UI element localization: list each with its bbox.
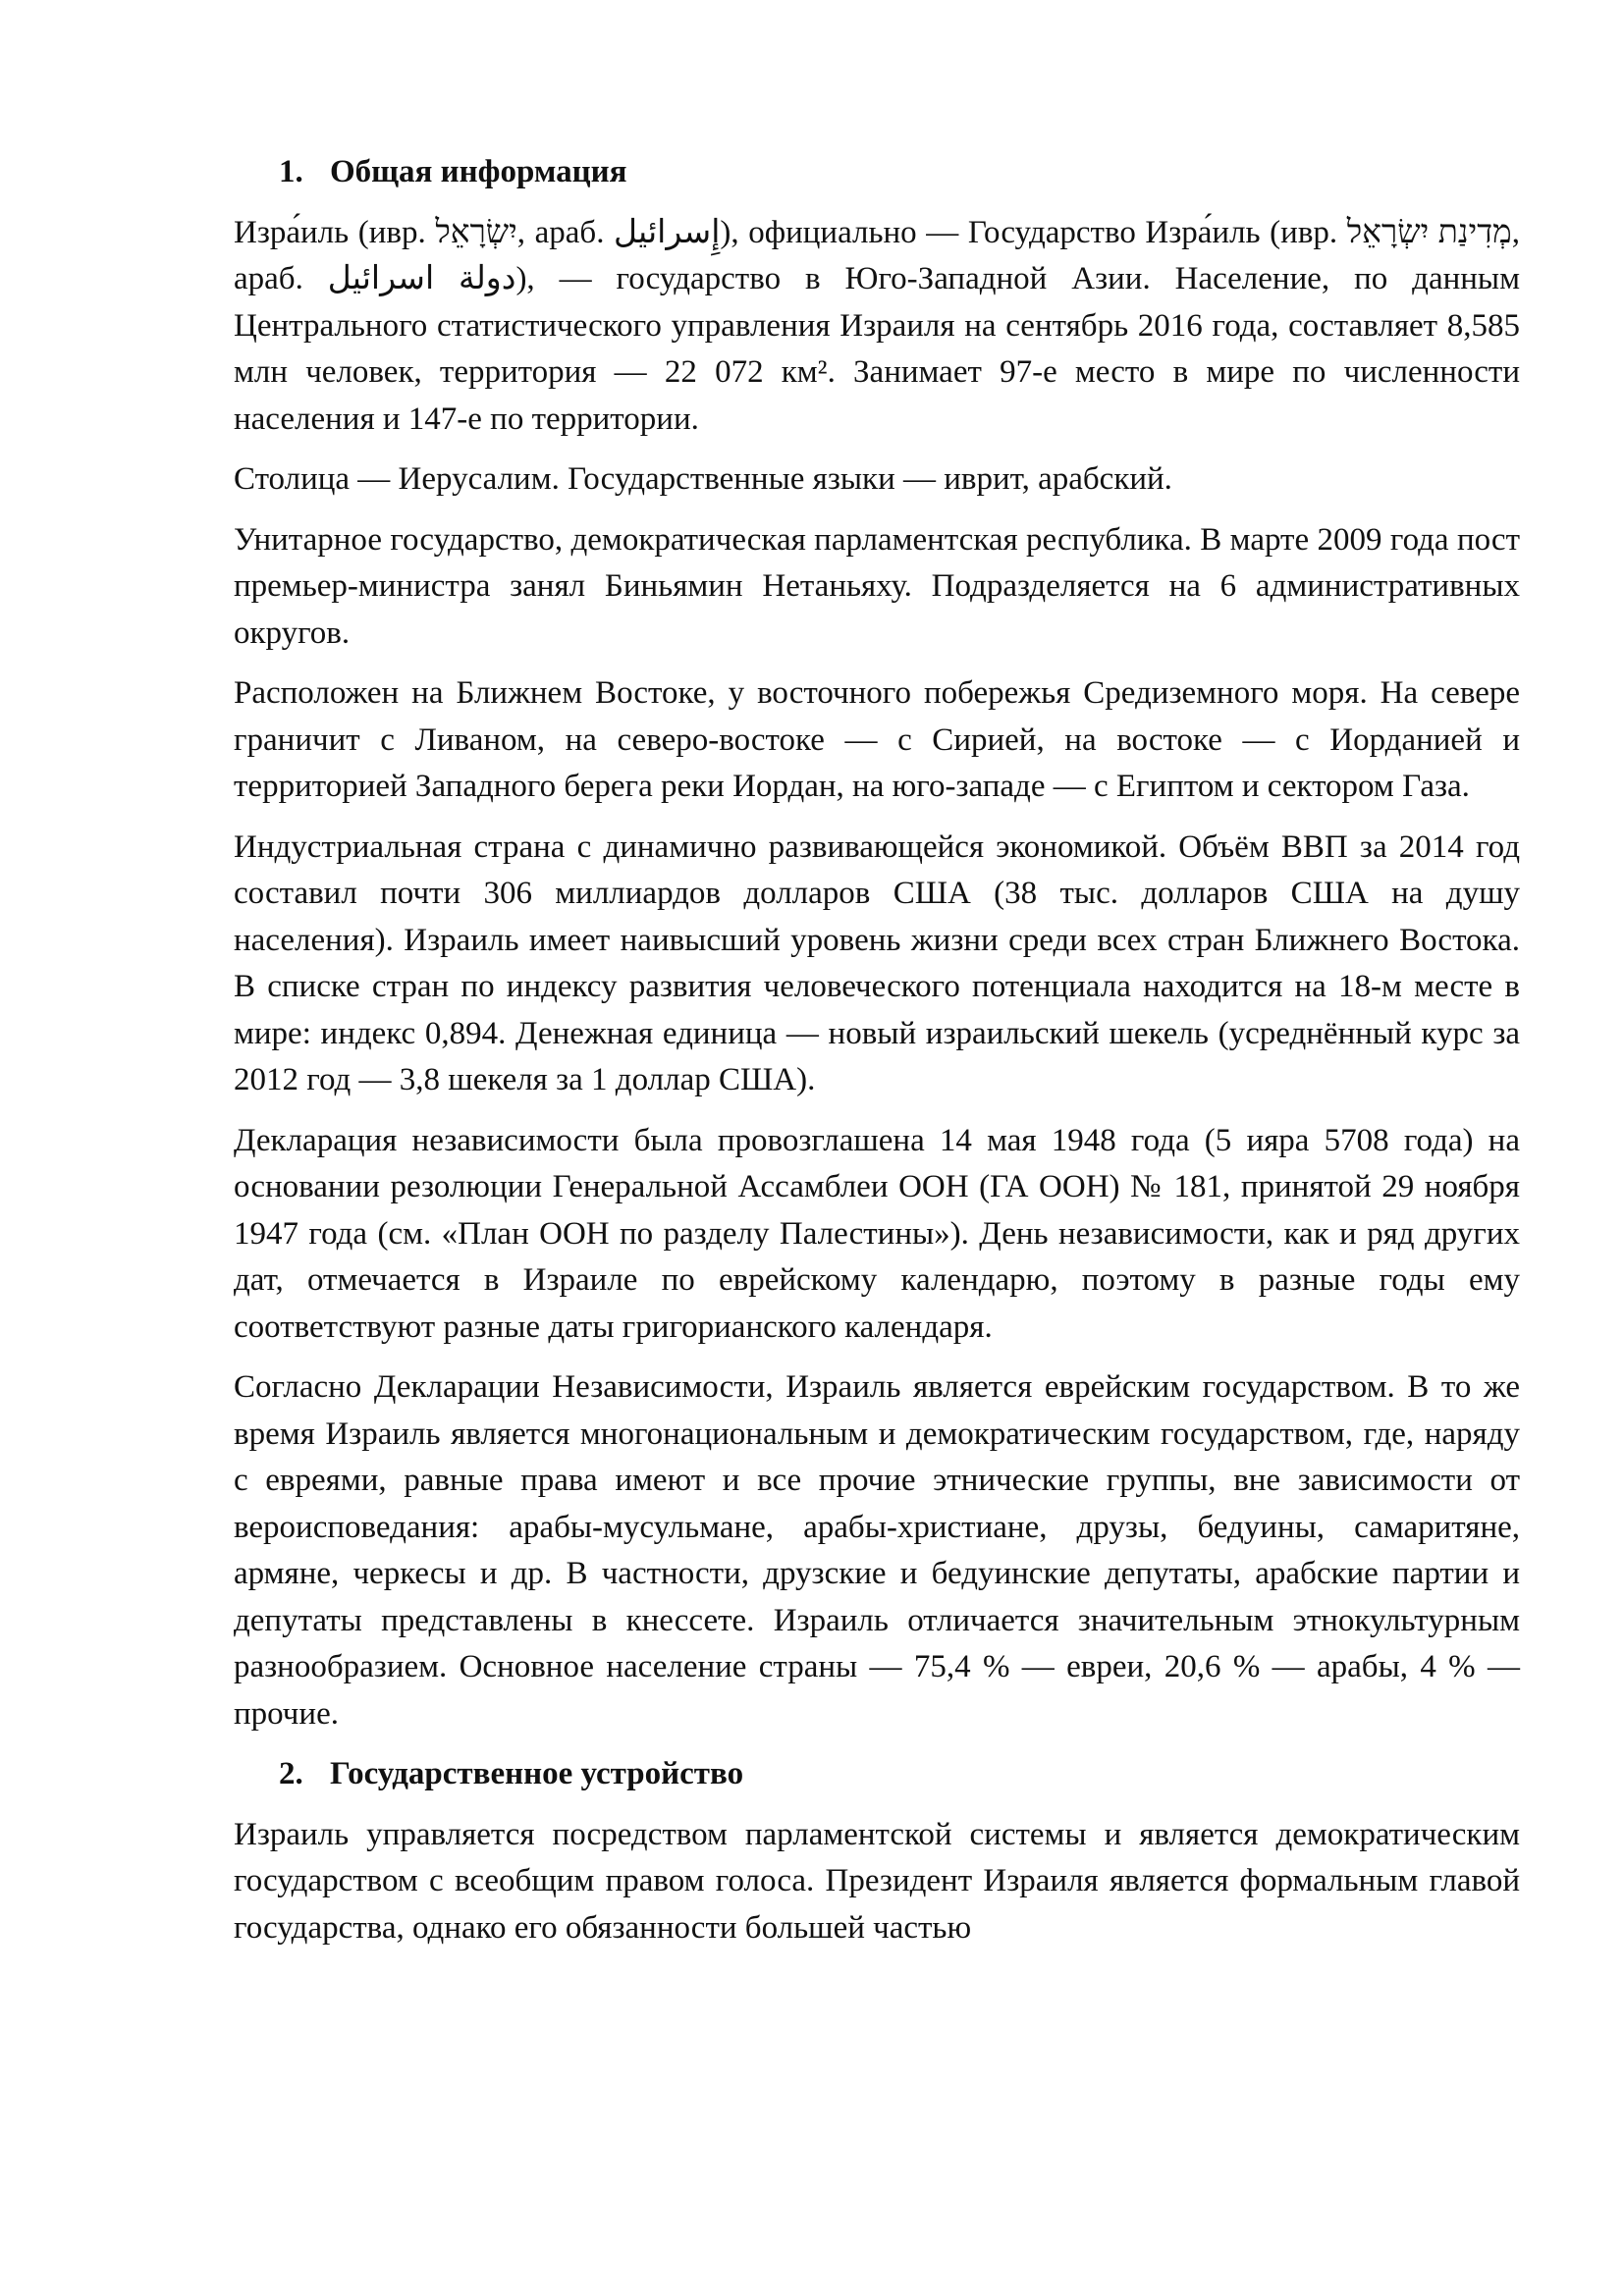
paragraph-government: Унитарное государство, демократическая парламентская республика. В марте 2009 года пост премьер-министра занял Биньямин Нетаньяху. Подразделяется на 6 административных округов. [234, 521, 1520, 651]
section-number: 1. [279, 154, 303, 189]
paragraph-geography: Расположен на Ближнем Востоке, у восточного побережья Средиземного моря. На севере граничит с Ливаном, на северо-востоке — с Сирией, на востоке — с Иорданией и территорией Западного берега реки Иордан, на юго-западе — с Египтом и сектором Газа. [234, 675, 1520, 804]
paragraph-economy: Индустриальная страна с динамично развивающейся экономикой. Объём ВВП за 2014 год составил почти 306 миллиардов долларов США (38 тыс. долларов США на душу населения). Израиль имеет наивысший уровень жизни среди всех стран Ближнего Востока. В списке стран по индексу развития человеческого потенциала находится на 18-м месте в мире: индекс 0,894. Денежная единица — новый израильский шекель (усреднённый курс за 2012 год — 3,8 шекеля за 1 доллар США). [234, 828, 1520, 1097]
section-title: Государственное устройство [330, 1756, 744, 1791]
paragraph-independence: Декларация независимости была провозглашена 14 мая 1948 года (5 ияра 5708 года) на основании резолюции Генеральной Ассамблеи ООН (ГА ООН) № 181, принятой 29 ноября 1947 года (см. «План ООН по разделу Палестины»). День независимости, как и ряд других дат, отмечается в Израиле по еврейскому календарю, поэтому в разные годы ему соответствуют разные даты григорианского календаря. [234, 1122, 1520, 1345]
section-heading-general-info [234, 149, 1520, 196]
paragraph-demographics: Согласно Декларации Независимости, Израиль является еврейским государством. В то же время Израиль является многонациональным и демократическим государством, где, наряду с евреями, равные права имеют и все прочие этнические группы, вне зависимости от вероисповедания: арабы-мусульмане, арабы-христиане, друзы, бедуины, самаритяне, армяне, черкесы и др. В частности, друзские и бедуинские депутаты, арабские партии и депутаты представлены в кнессете. Израиль отличается значительным этнокультурным разнообразием. Основное население страны — 75,4 % — евреи, 20,6 % — арабы, 4 % — прочие. [234, 1369, 1520, 1732]
paragraph-overview: Изра́иль (ивр. יִשְׂרָאֵל, араб. إِسرائيل), официально — Государство Изра́иль (ивр. מְדִינַת יִשְׂרָאֵל, араб. دولة اسرائيل), — государство в Юго-Западной Азии. Население, по данным Центрального статистического управления Израиля на сентябрь 2016 года, составляет 8,585 млн человек, территория — 22 072 км². Занимает 97-е место в мире по численности населения и 147-е по территории. [234, 214, 1520, 437]
section-title: Общая информация [330, 154, 627, 189]
document-page [234, 149, 1520, 1965]
paragraph-parliamentary-system: Израиль управляется посредством парламентской системы и является демократическим государством с всеобщим правом голоса. Президент Израиля является формальным главой государства, однако его обязанности большей частью [234, 1816, 1520, 1946]
paragraph-capital: Столица — Иерусалим. Государственные языки — иврит, арабский. [234, 461, 1172, 497]
section-number: 2. [279, 1756, 303, 1791]
section-heading-state-structure [234, 1751, 1520, 1798]
